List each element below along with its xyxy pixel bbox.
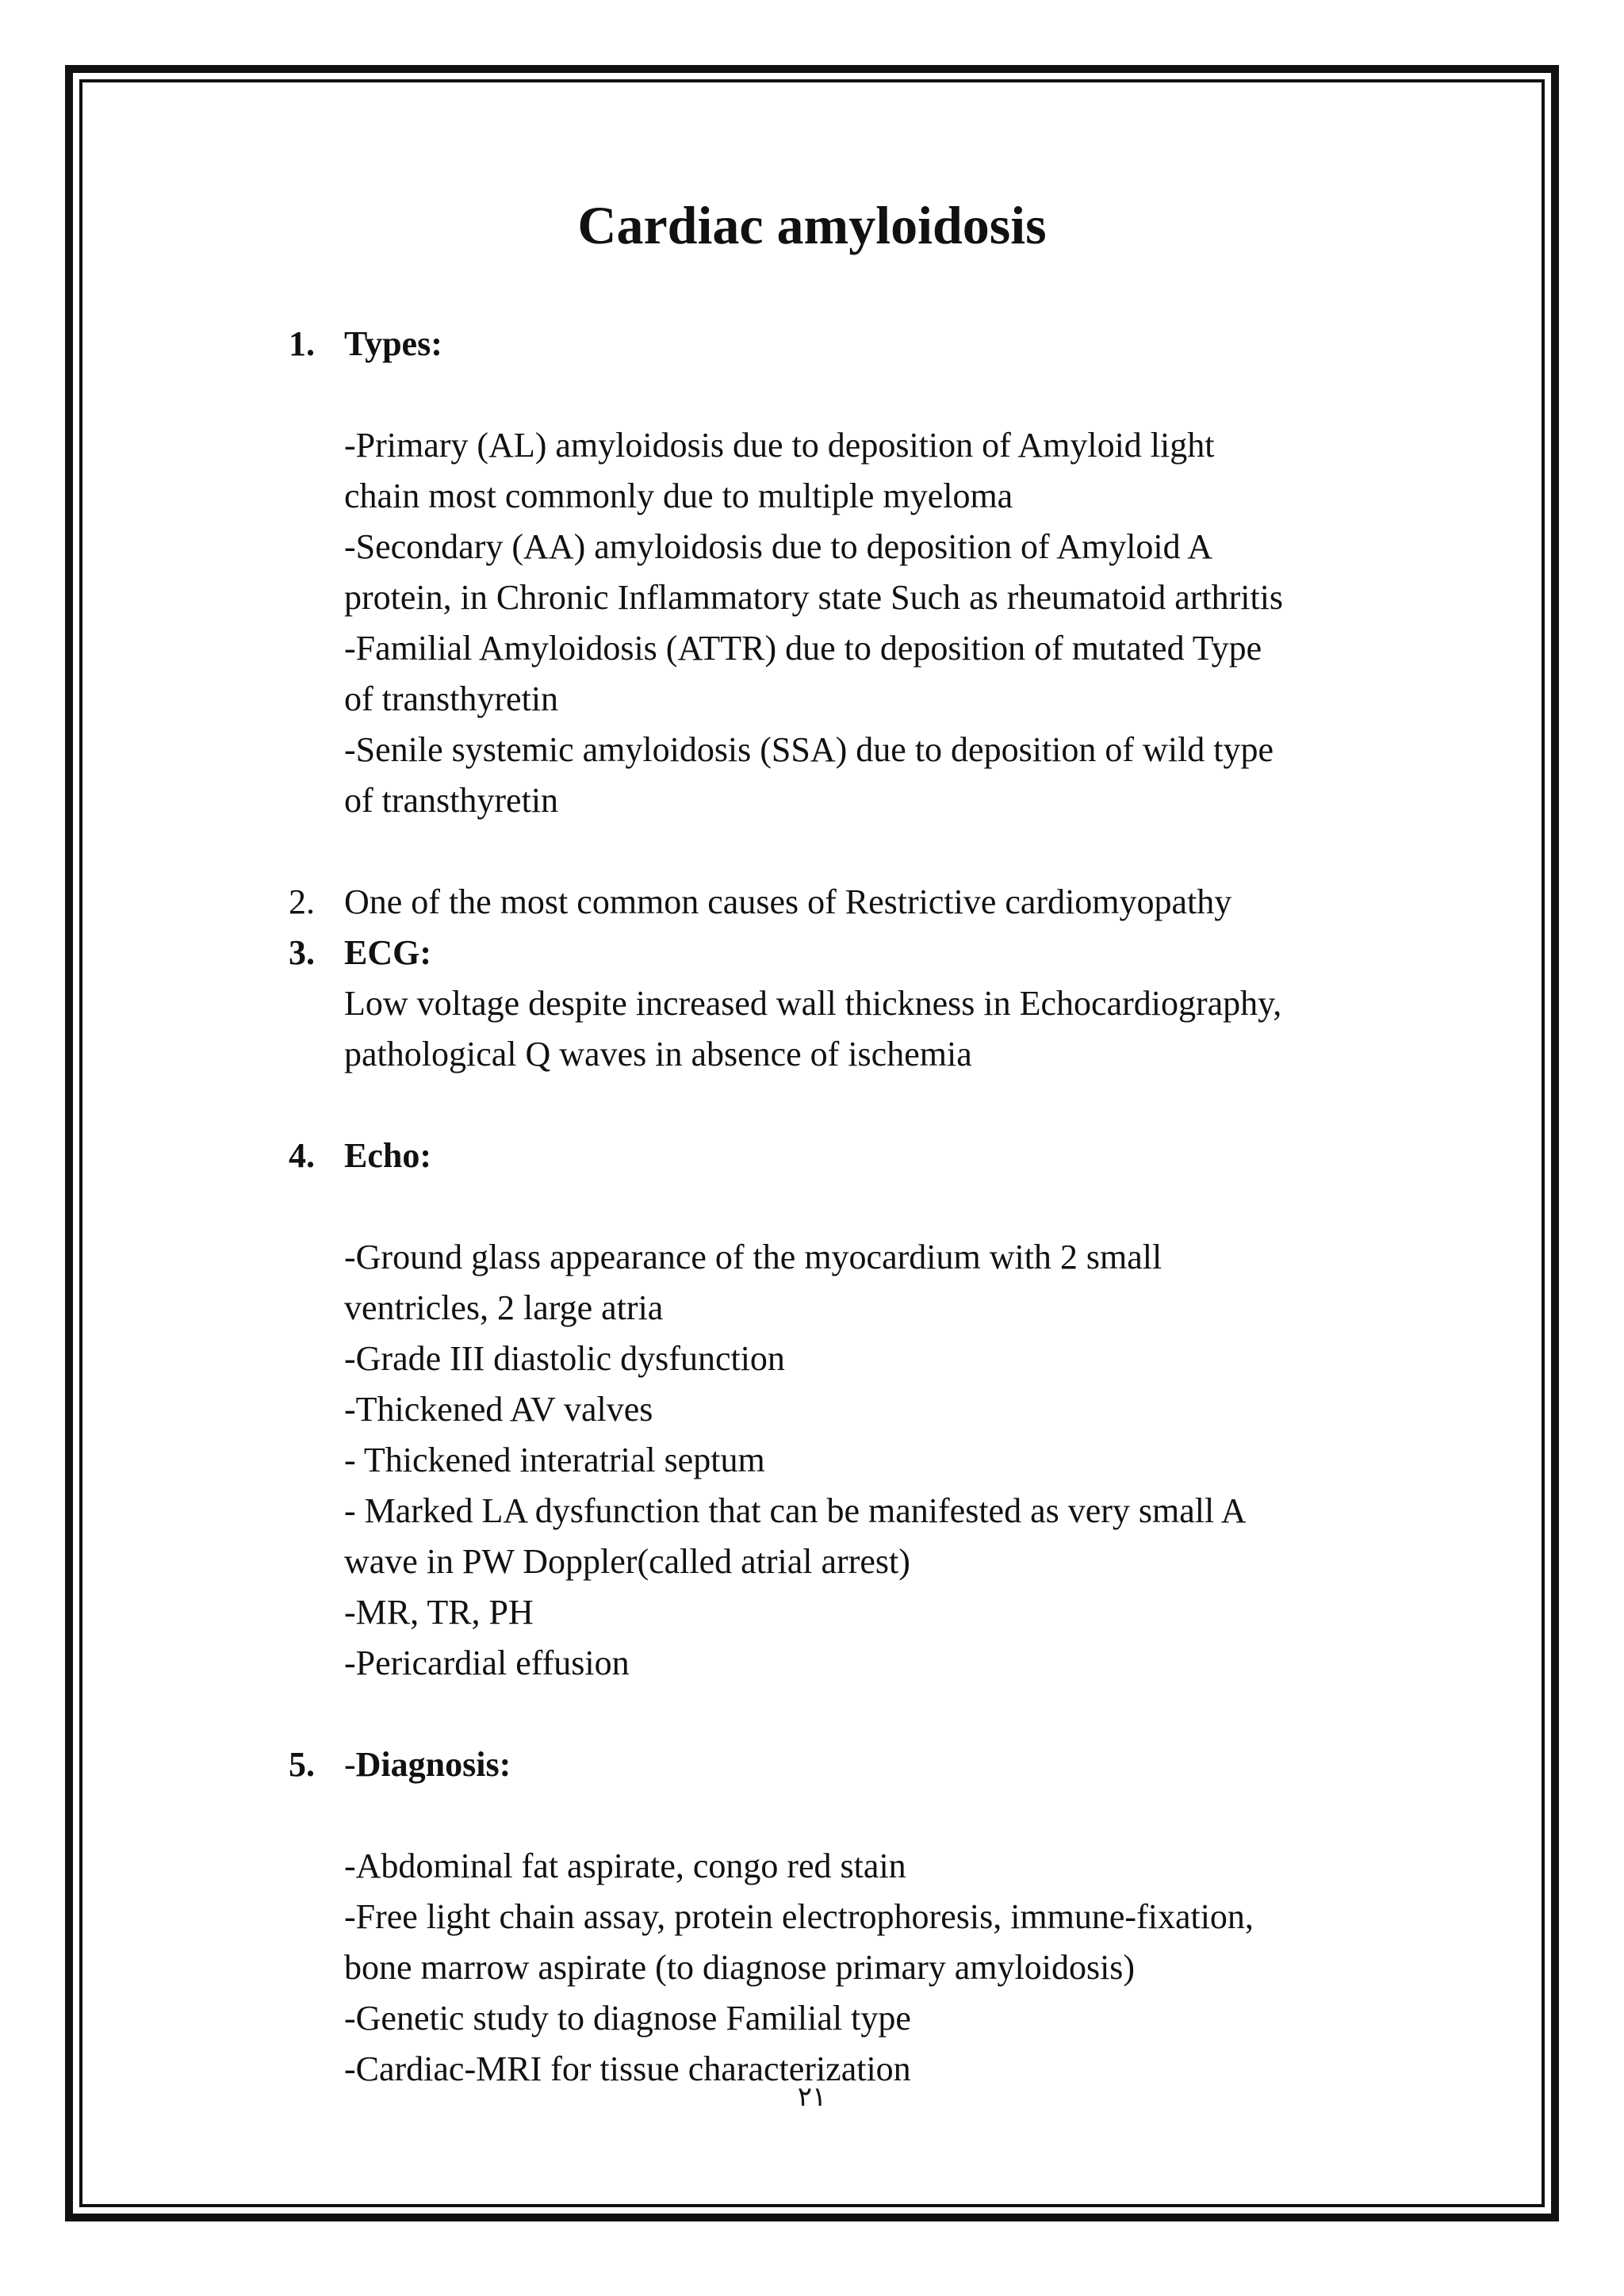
text-line: pathological Q waves in absence of ischemia xyxy=(344,1035,972,1073)
section-echo xyxy=(289,1131,1399,1689)
text-line: -Thickened AV valves xyxy=(344,1390,653,1429)
text-line: chain most commonly due to multiple myeloma xyxy=(344,476,1013,515)
text-line: One of the most common causes of Restrictive cardiomyopathy xyxy=(344,882,1232,921)
text-line: ventricles, 2 large atria xyxy=(344,1288,664,1327)
text-line: -Secondary (AA) amyloidosis due to deposition of Amyloid A xyxy=(344,527,1212,566)
text-line: -Grade III diastolic dysfunction xyxy=(344,1339,785,1378)
section-number: 4. xyxy=(289,1136,315,1175)
section-types xyxy=(289,319,1399,826)
text-line: wave in PW Doppler(called atrial arrest) xyxy=(344,1542,910,1581)
section-number: 3. xyxy=(289,933,315,972)
section-heading: ECG: xyxy=(344,933,431,972)
text-line: -Abdominal fat aspirate, congo red stain xyxy=(344,1846,906,1885)
text-line: -Cardiac-MRI for tissue characterization xyxy=(344,2049,911,2088)
text-line: of transthyretin xyxy=(344,781,559,820)
text-line: -Genetic study to diagnose Familial type xyxy=(344,1999,911,2038)
section-heading: Diagnosis: xyxy=(355,1745,511,1784)
text-line: protein, in Chronic Inflammatory state Such as rheumatoid arthritis xyxy=(344,578,1284,617)
section-number: 2. xyxy=(289,882,315,921)
text-line: of transthyretin xyxy=(344,679,559,718)
text-line: - Marked LA dysfunction that can be manifested as very small A xyxy=(344,1491,1247,1530)
section-restrictive xyxy=(289,877,1399,928)
section-number: 5. xyxy=(289,1745,315,1784)
text-line: -Free light chain assay, protein electrophoresis, immune-fixation, xyxy=(344,1897,1254,1936)
text-line: Low voltage despite increased wall thickness in Echocardiography, xyxy=(344,984,1282,1023)
section-number: 1. xyxy=(289,324,315,363)
text-line: -Ground glass appearance of the myocardium with 2 small xyxy=(344,1238,1162,1276)
heading-prefix: - xyxy=(344,1745,356,1784)
section-diagnosis xyxy=(289,1739,1399,2095)
text-line: -Primary (AL) amyloidosis due to deposition of Amyloid light xyxy=(344,426,1215,465)
text-line: -MR, TR, PH xyxy=(344,1593,534,1632)
text-line: -Senile systemic amyloidosis (SSA) due to deposition of wild type xyxy=(344,730,1274,769)
text-line: - Thickened interatrial septum xyxy=(344,1441,765,1479)
page-number: ٢١ xyxy=(797,2083,827,2112)
text-line: -Familial Amyloidosis (ATTR) due to deposition of mutated Type xyxy=(344,629,1262,668)
text-line: -Pericardial effusion xyxy=(344,1644,630,1682)
page-title: Cardiac amyloidosis xyxy=(577,195,1047,255)
section-heading: Echo: xyxy=(344,1136,431,1175)
document-body xyxy=(289,319,1399,2095)
section-heading: Types: xyxy=(344,324,442,363)
section-ecg xyxy=(289,928,1399,1080)
text-line: bone marrow aspirate (to diagnose primary amyloidosis) xyxy=(344,1948,1136,1987)
